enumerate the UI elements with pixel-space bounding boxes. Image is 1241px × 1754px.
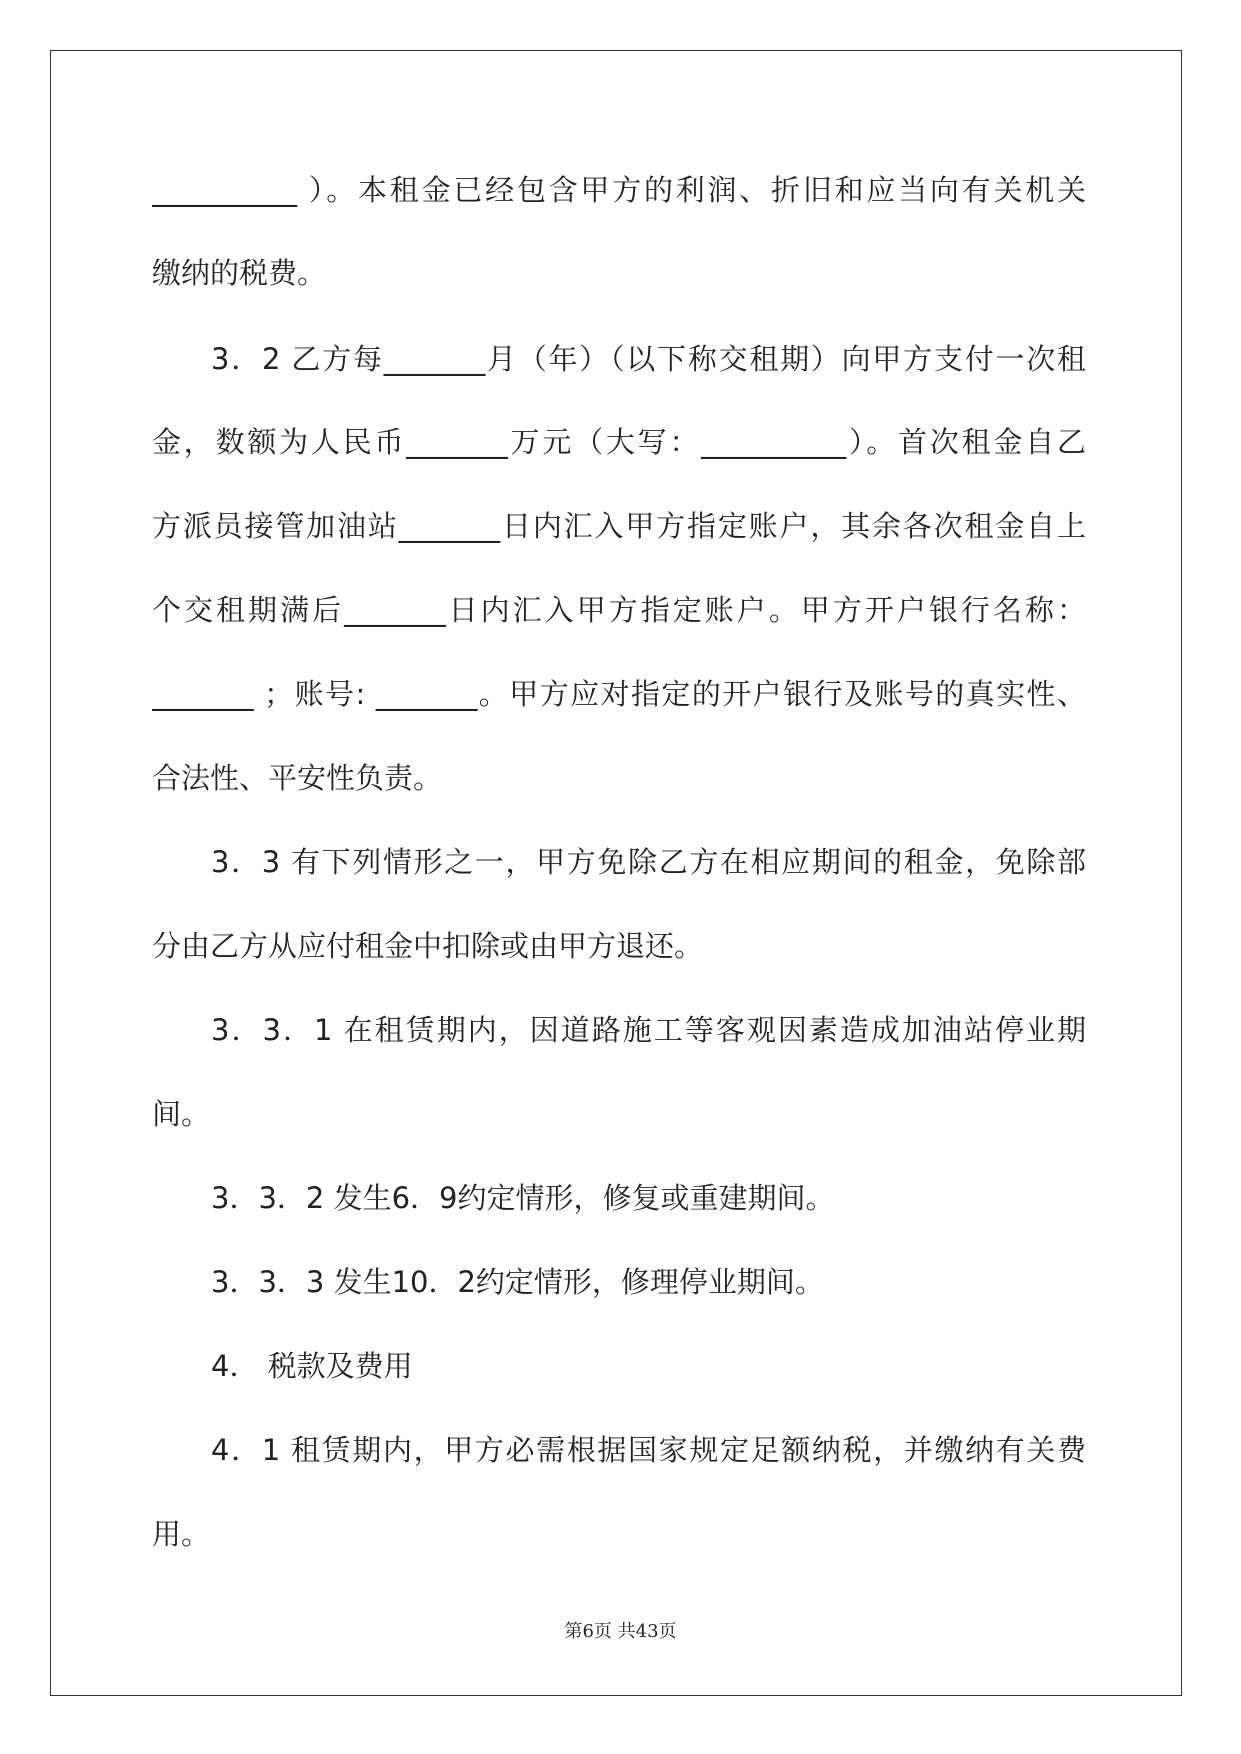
- section-heading: 4． 税款及费用: [211, 1349, 413, 1383]
- text-line: 3．3．3 发生10．2约定情形，修理停业期间。: [211, 1265, 824, 1299]
- text-line: 个交租期满后_______日内汇入甲方指定账户。甲方开户银行名称：: [152, 593, 1086, 627]
- text-line: 3．3 有下列情形之一，甲方免除乙方在相应期间的租金，免除部: [211, 845, 1086, 879]
- text-line: 3．3．2 发生6．9约定情形，修复或重建期间。: [211, 1181, 835, 1215]
- text-line: 合法性、平安性负责。: [152, 761, 443, 795]
- text-line: 用。: [152, 1517, 211, 1551]
- text-line: _______ ；账号: _______。甲方应对指定的开户银行及账号的真实性、: [152, 677, 1086, 711]
- text-line: 4．1 租赁期内，甲方必需根据国家规定足额纳税，并缴纳有关费: [211, 1433, 1086, 1467]
- text-line: __________ ）。本租金已经包含甲方的利润、折旧和应当向有关机关: [152, 173, 1086, 207]
- text-line: 间。: [152, 1097, 211, 1131]
- text-line: 方派员接管加油站_______日内汇入甲方指定账户，其余各次租金自上: [152, 509, 1086, 543]
- text-line: 3．2 乙方每_______月（年）（以下称交租期）向甲方支付一次租: [211, 342, 1086, 376]
- page-number-footer: 第6页 共43页: [564, 1621, 677, 1642]
- text-line: 金，数额为人民币_______万元（大写：__________）。首次租金自乙: [152, 425, 1086, 459]
- text-line: 3．3．1 在租赁期内，因道路施工等客观因素造成加油站停业期: [211, 1013, 1086, 1047]
- text-line: 缴纳的税费。: [152, 256, 327, 290]
- text-line: 分由乙方从应付租金中扣除或由甲方退还。: [152, 929, 704, 963]
